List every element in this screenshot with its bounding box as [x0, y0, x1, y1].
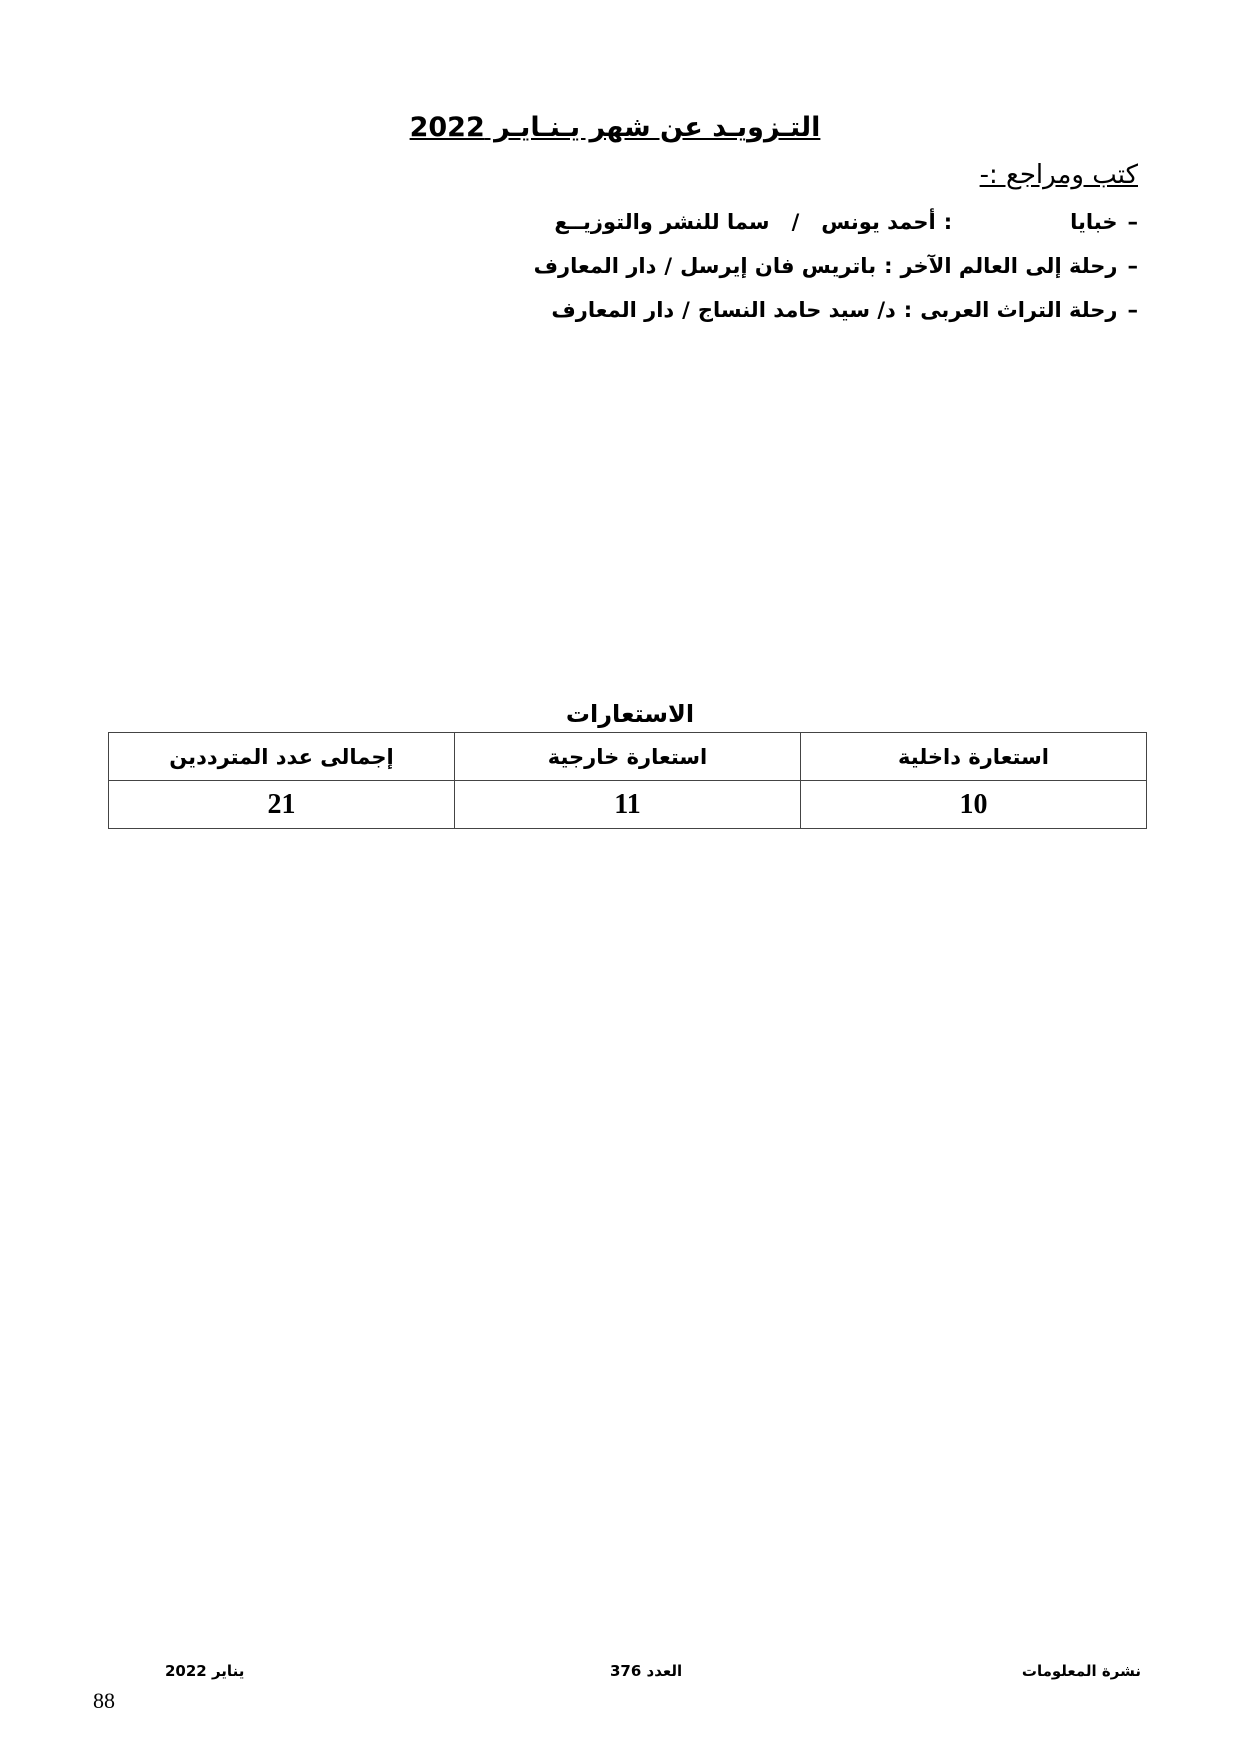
header-external-loans: استعارة خارجية — [455, 733, 801, 781]
colon-separator: : — [903, 298, 913, 322]
footer-publication: نشرة المعلومات — [1021, 1662, 1141, 1680]
value-internal-loans: 10 — [801, 781, 1147, 829]
page-number: 88 — [93, 1688, 115, 1713]
book-publisher: دار المعارف — [533, 254, 657, 278]
loans-title: الاستعارات — [565, 700, 695, 728]
book-author: د/ سيد حامد النساج — [697, 298, 896, 322]
list-dash: – — [1127, 210, 1138, 234]
book-title: رحلة إلى العالم الآخر — [900, 254, 1118, 278]
colon-separator: : — [943, 210, 953, 234]
footer-issue: العدد 376 — [610, 1662, 683, 1680]
section-heading-books: كتب ومراجع :- — [979, 160, 1138, 190]
footer-date: يناير 2022 — [165, 1662, 245, 1680]
book-author: أحمد يونس — [821, 210, 936, 234]
book-author: باتريس فان إيرسل — [680, 254, 877, 278]
book-item — [534, 288, 1138, 332]
slash-separator: / — [682, 298, 690, 322]
book-title: خبايا — [1070, 210, 1118, 234]
header-internal-loans: استعارة داخلية — [801, 733, 1147, 781]
page-title: التـزويـد عن شهر يـنـايـر 2022 — [409, 112, 821, 143]
list-dash: – — [1127, 298, 1138, 322]
value-total-visitors: 21 — [109, 781, 455, 829]
slash-separator: / — [664, 254, 673, 278]
slash-separator: / — [791, 210, 800, 234]
colon-separator: : — [884, 254, 893, 278]
table-header-row — [109, 733, 1147, 781]
table-row — [109, 781, 1147, 829]
book-list — [534, 200, 1138, 332]
book-item — [534, 200, 1138, 244]
book-publisher: دار المعارف — [551, 298, 675, 322]
loans-table — [108, 732, 1147, 829]
list-dash: – — [1127, 254, 1138, 278]
value-external-loans: 11 — [455, 781, 801, 829]
book-item — [534, 244, 1138, 288]
book-publisher: سما للنشر والتوزيــع — [554, 210, 770, 234]
header-total-visitors: إجمالى عدد المترددين — [109, 733, 455, 781]
book-title: رحلة التراث العربى — [920, 298, 1118, 322]
